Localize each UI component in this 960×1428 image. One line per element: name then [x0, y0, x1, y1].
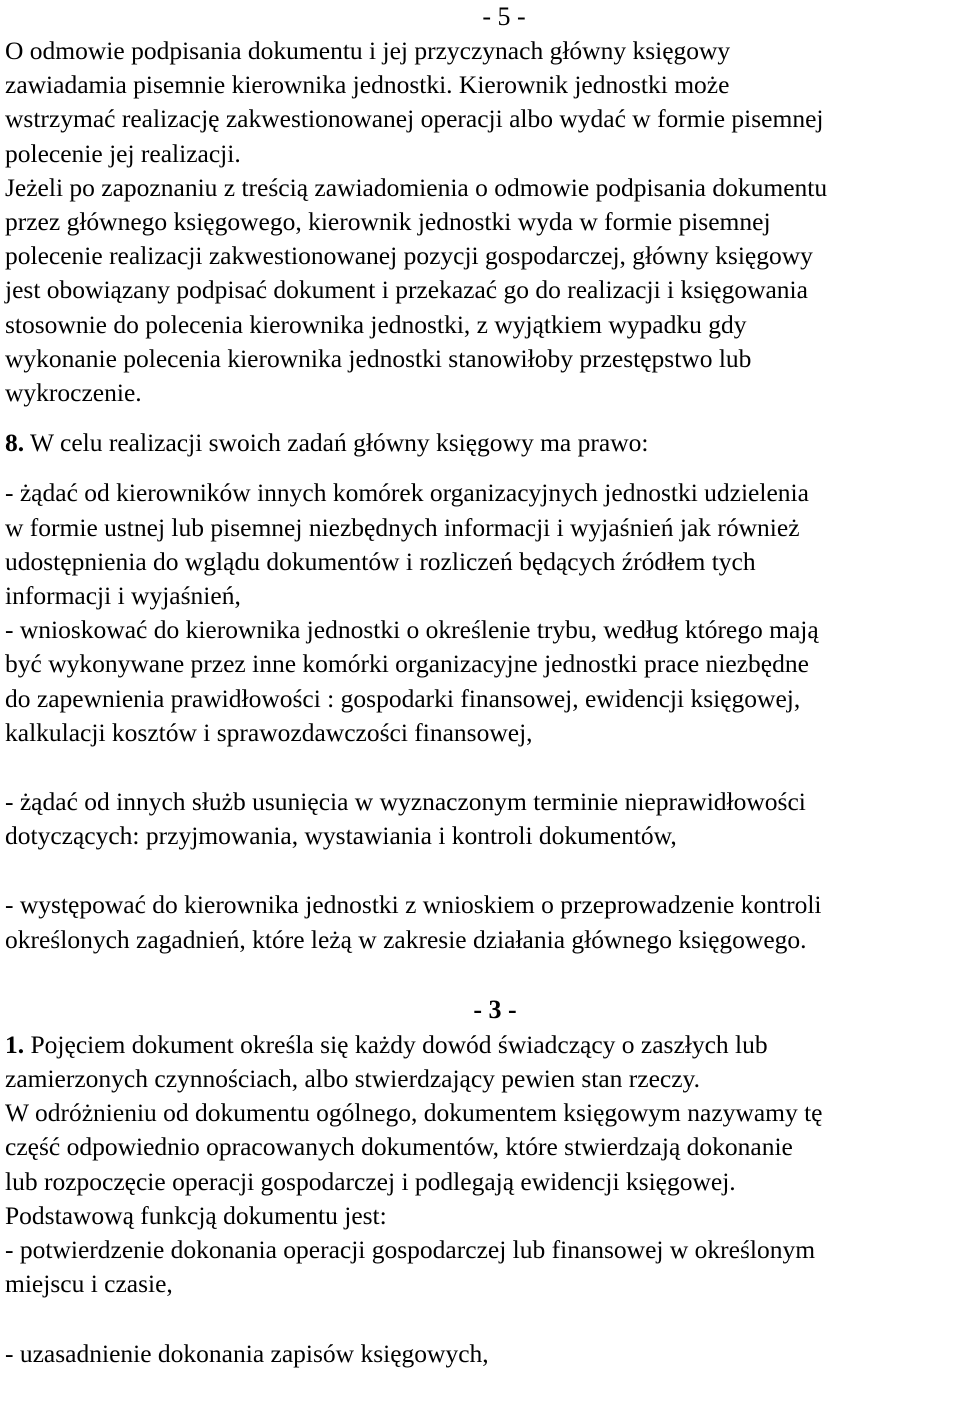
text-line: Podstawową funkcją dokumentu jest:	[5, 1200, 387, 1230]
text-line: - żądać od kierowników innych komórek organizacyjnych jednostki udzielenia	[5, 478, 809, 508]
paragraph-refusal-notice	[5, 34, 957, 171]
text-line: zawiadamia pisemnie kierownika jednostki. Kierownik jednostki może	[5, 70, 730, 100]
text-line: wykroczenie.	[5, 378, 142, 408]
text-line	[5, 1028, 957, 1062]
text-line: stosownie do polecenia kierownika jednostki, z wyjątkiem wypadku gdy	[5, 309, 747, 339]
bullet-remove-irregularities	[5, 785, 957, 853]
paragraph-written-order	[5, 171, 957, 410]
text-line: zamierzonych czynnościach, albo stwierdzający pewien stan rzeczy.	[5, 1064, 700, 1094]
bullet-request-information	[5, 476, 957, 613]
item-text: W celu realizacji swoich zadań główny księgowy ma prawo:	[24, 428, 649, 458]
text-line: określonych zagadnień, które leżą w zakresie działania głównego księgowego.	[5, 924, 807, 954]
item-number: 8.	[5, 428, 25, 458]
text-line: wykonanie polecenia kierownika jednostki stanowiłoby przestępstwo lub	[5, 343, 752, 373]
page-number: - 5 -	[482, 2, 526, 31]
text-line: informacji i wyjaśnień,	[5, 581, 241, 611]
text-line: - wnioskować do kierownika jednostki o określenie trybu, według którego mają	[5, 615, 819, 645]
text-line: część odpowiednio opracowanych dokumentów, które stwierdzają dokonanie	[5, 1132, 793, 1162]
text-line: O odmowie podpisania dokumentu i jej przyczynach główny księgowy	[5, 36, 731, 65]
item-8-heading	[5, 426, 957, 460]
text-line: przez głównego księgowego, kierownik jednostki wyda w formie pisemnej	[5, 207, 771, 237]
section-heading: - 3 -	[473, 994, 517, 1024]
bullet-justification: - uzasadnienie dokonania zapisów księgowych,	[5, 1338, 489, 1368]
text-line: polecenie jej realizacji.	[5, 138, 241, 168]
item-1-document-definition	[5, 1028, 957, 1302]
text-line: - żądać od innych służb usunięcia w wyznaczonym terminie nieprawidłowości	[5, 787, 806, 817]
text-line: Jeżeli po zapoznaniu z treścią zawiadomienia o odmowie podpisania dokumentu	[5, 172, 828, 202]
text-line: dotyczących: przyjmowania, wystawiania i kontroli dokumentów,	[5, 821, 677, 851]
text-line: w formie ustnej lub pisemnej niezbędnych informacji i wyjaśnień jak również	[5, 512, 800, 542]
text-line: - potwierdzenie dokonania operacji gospodarczej lub finansowej w określonym	[5, 1235, 816, 1265]
bullet-apply-to-manager	[5, 613, 957, 750]
bullet-request-audit	[5, 888, 957, 956]
document-page	[5, 0, 957, 1371]
text-line: - występować do kierownika jednostki z wnioskiem o przeprowadzenie kontroli	[5, 890, 822, 920]
text-line: polecenie realizacji zakwestionowanej pozycji gospodarczej, główny księgowy	[5, 241, 813, 271]
text-line: W odróżnieniu od dokumentu ogólnego, dokumentem księgowym nazywamy tę	[5, 1098, 823, 1128]
item-text: Pojęciem dokument określa się każdy dowód świadczący o zaszłych lub	[24, 1029, 768, 1059]
item-number: 1.	[5, 1029, 25, 1059]
text-line: wstrzymać realizację zakwestionowanej operacji albo wydać w formie pisemnej	[5, 104, 824, 134]
text-line: miejscu i czasie,	[5, 1269, 173, 1299]
text-line: udostępnienia do wglądu dokumentów i rozliczeń będących źródłem tych	[5, 546, 756, 576]
text-line: lub rozpoczęcie operacji gospodarczej i podlegają ewidencji księgowej.	[5, 1166, 736, 1196]
text-line: jest obowiązany podpisać dokument i przekazać go do realizacji i księgowania	[5, 275, 808, 305]
text-line: być wykonywane przez inne komórki organizacyjne jednostki prace niezbędne	[5, 649, 809, 679]
text-line: do zapewnienia prawidłowości : gospodarki finansowej, ewidencji księgowej,	[5, 683, 801, 713]
text-line: kalkulacji kosztów i sprawozdawczości finansowej,	[5, 717, 533, 747]
